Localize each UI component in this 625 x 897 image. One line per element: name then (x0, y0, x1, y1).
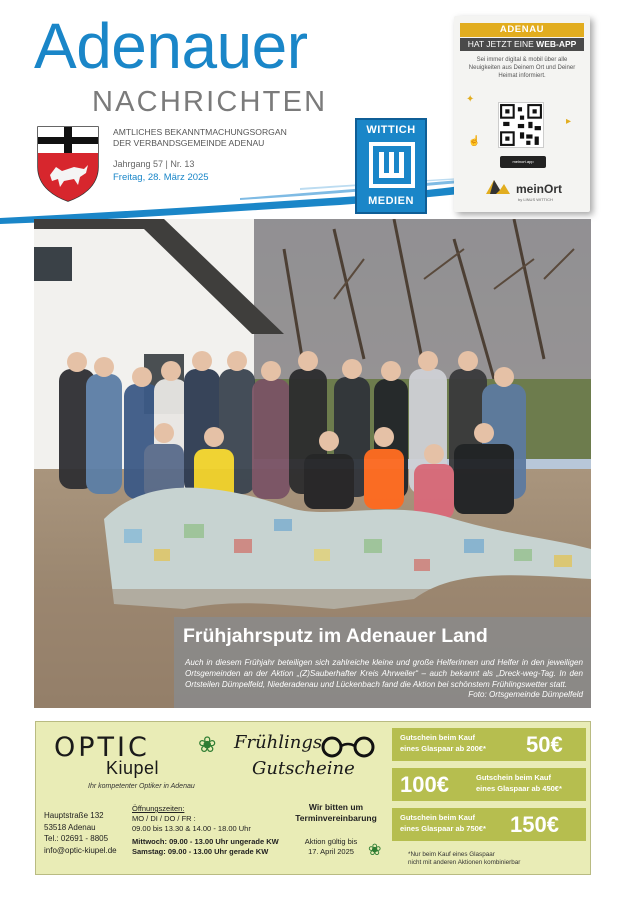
footnote-line-2: nicht mit anderen Aktionen kombinierbar (408, 859, 521, 866)
photo-credit: Foto: Ortsgemeinde Dümpelfeld (468, 690, 583, 700)
webapp-cta-prefix: HAT JETZT EINE (467, 39, 537, 49)
voucher-text-2: eines Glaspaar ab 200€* (400, 744, 486, 753)
voucher-footnote (408, 851, 520, 867)
appointment-line-1: Wir bitten um (308, 802, 364, 812)
meinort-app-name: meinOrt (516, 182, 563, 196)
voucher-text-2: eines Glaspaar ab 750€* (400, 824, 486, 833)
appointment-line-2: Terminvereinbarung (295, 813, 377, 823)
footnote-line-1: *Nur beim Kauf eines Glaspaar (408, 851, 495, 858)
opening-hours (132, 804, 279, 857)
masthead-title: Adenauer (34, 10, 308, 82)
issue-number: Jahrgang 57 | Nr. 13 (113, 159, 195, 169)
official-organ-label (113, 127, 287, 148)
webapp-cta-bold: WEB-APP (536, 39, 577, 49)
advert-tagline: Ihr kompetenter Optiker in Adenau (88, 783, 195, 790)
article-headline-box (174, 617, 591, 708)
bulb-icon: ✦ (466, 94, 475, 105)
hours-line: MO / DI / DO / FR : (132, 814, 196, 823)
org-line-1: AMTLICHES BEKANNTMACHUNGSORGAN (113, 127, 287, 137)
hours-line: 09.00 bis 13.30 & 14.00 - 18.00 Uhr (132, 824, 251, 833)
voucher-50 (392, 728, 586, 761)
snowdrop-icon: ❀ (198, 732, 217, 757)
email-link[interactable]: info@optic-kiupel.de (44, 845, 117, 855)
voucher-text-1: Gutschein beim Kauf (476, 773, 552, 782)
hours-extra-wednesday: Mittwoch: 09.00 - 13.00 Uhr ungerade KW (132, 837, 279, 846)
hours-extra-saturday: Samstag: 09.00 - 13.00 Uhr gerade KW (132, 847, 269, 856)
advert-headline-2: Gutscheine (252, 758, 355, 779)
issue-date: Freitag, 28. März 2025 (113, 172, 209, 183)
advert-brand: OPTIC (54, 732, 150, 763)
org-line-2: DER VERBANDSGEMEINDE ADENAU (113, 137, 265, 148)
article-caption-block (185, 658, 583, 701)
address-line: Hauptstraße 132 (44, 811, 104, 820)
hand-icon: ☝ (468, 136, 481, 147)
optic-kiupel-advert[interactable] (35, 721, 591, 875)
webapp-brand: ADENAU (460, 23, 584, 37)
advert-address (44, 810, 117, 856)
megaphone-icon: ▸ (566, 116, 572, 127)
publisher-name-top: WITTICH (366, 124, 416, 136)
article-caption: Auch in diesem Frühjahr beteiligen sich zahlreiche kleine und große Helferinnen und Helfer in den jeweiligen Ortsgemeinden an der Aktion „(Z)Sauberhafter Kreis Ahrweiler“ – auch bekannt als „Dreck-weg-Tag. In den Ortsteilen Dümpelfeld, Niederadenau und Lückenbach fand die Aktion bei schönstem Frühlingswetter statt. (185, 658, 583, 689)
webapp-store-badge[interactable]: meinort.app (500, 156, 546, 168)
masthead-subtitle: NACHRICHTEN (92, 86, 328, 118)
publisher-name-bottom: MEDIEN (368, 195, 414, 207)
voucher-text-1: Gutschein beim Kauf (400, 733, 476, 742)
webapp-promo-card[interactable] (454, 16, 590, 212)
voucher-text-1: Gutschein beim Kauf (400, 813, 476, 822)
voucher-150 (392, 808, 586, 841)
address-line: 53518 Adenau (44, 822, 96, 832)
advert-headline-1: Frühlings (234, 732, 323, 753)
voucher-amount: 100€ (400, 772, 449, 797)
snowdrop-small-icon: ❀ (368, 842, 382, 859)
webapp-description: Sei immer digital & mobil über alle Neuigkeiten aus Deinem Ort und Deiner Heimat informiert. (468, 57, 576, 79)
advert-name: Kiupel (106, 758, 160, 778)
voucher-amount: 50€ (526, 732, 563, 757)
meinort-logo-icon (484, 176, 512, 196)
webapp-cta (460, 38, 584, 51)
voucher-amount: 150€ (510, 812, 559, 837)
qr-code-icon[interactable] (498, 102, 544, 148)
validity-line-1: Aktion gültig bis (304, 837, 358, 846)
meinort-byline: by LINUS WITTICH (518, 197, 553, 202)
validity-note (296, 837, 366, 857)
publisher-emblem-icon (369, 142, 415, 188)
glasses-icon (318, 736, 378, 758)
voucher-100 (392, 768, 586, 801)
wittich-medien-logo (355, 118, 427, 214)
appointment-note (286, 802, 386, 824)
validity-line-2: 17. April 2025 (308, 847, 354, 856)
phone-number[interactable]: Tel.: 02691 - 8805 (44, 834, 109, 843)
article-headline: Frühjahrsputz im Adenauer Land (183, 625, 488, 647)
voucher-text-2: eines Glaspaar ab 450€* (476, 784, 562, 793)
hours-title: Öffnungszeiten: (132, 804, 185, 813)
